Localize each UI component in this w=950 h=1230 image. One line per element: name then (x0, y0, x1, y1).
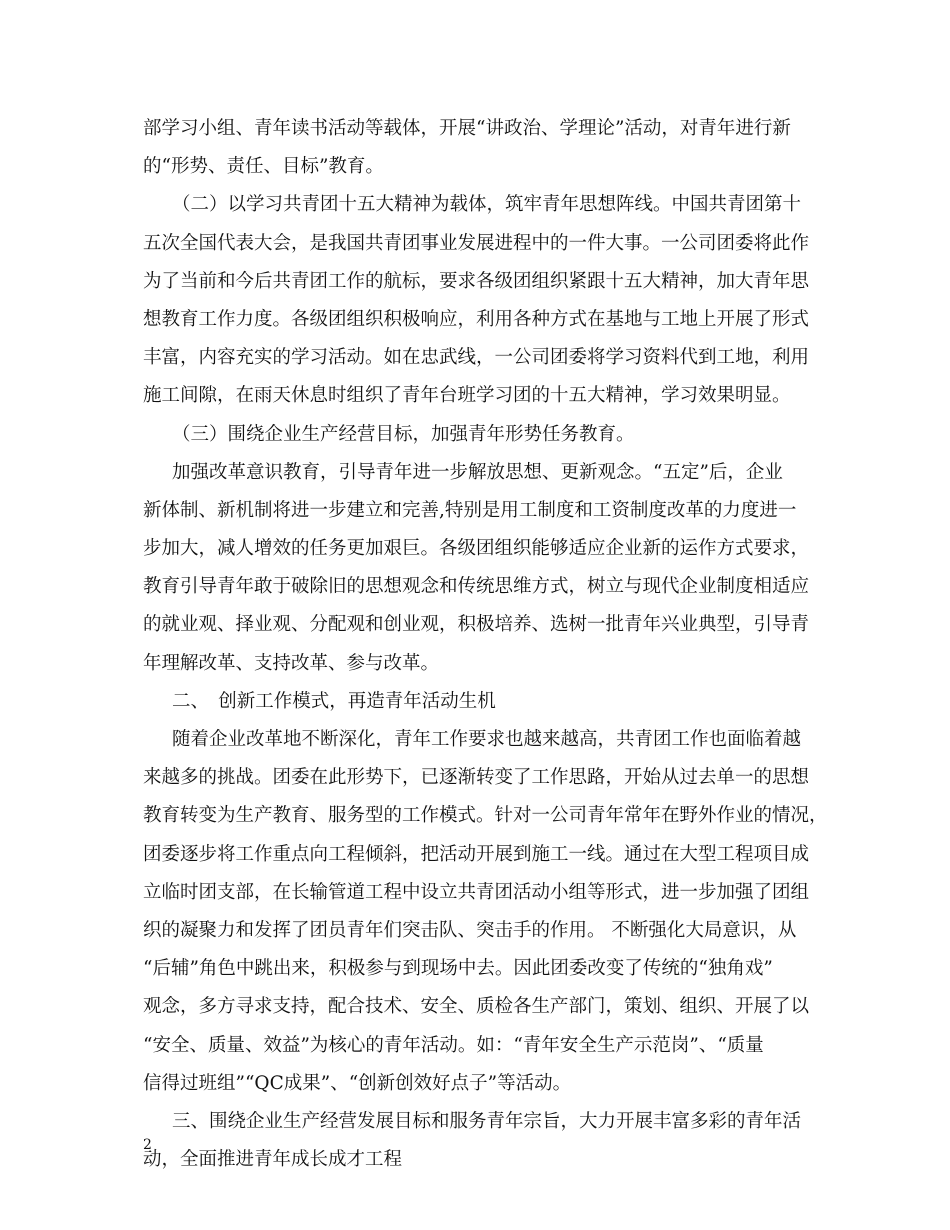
text-line: 随着企业改革地不断深化，青年工作要求也越来越高，共青团工作也面临着越 (172, 729, 802, 750)
text-line: 为了当前和今后共青团工作的航标，要求各级团组织紧跟十五大精神，加大青年思 (143, 270, 810, 292)
text-line: 新体制、新机制将进一步建立和完善,特别是用工制度和工资制度改革的力度进一 (143, 499, 797, 521)
text-line: 教育转变为生产教育、服务型的工作模式。针对一公司青年常年在野外作业的情况， (143, 805, 828, 827)
text-line: 步加大，减人增效的任务更加艰巨。各级团组织能够适应企业新的运作方式要求， (143, 538, 810, 560)
document-body (143, 110, 828, 1179)
text-line: 的就业观、择业观、分配观和创业观，积极培养、选树一批青年兴业典型，引导青 (143, 614, 810, 636)
text-line: “安全、质量、效益”为核心的青年活动。如：“青年安全生产示范岗”、“质量 (143, 1034, 764, 1056)
text-line: 三、围绕企业生产经营发展目标和服务青年宗旨，大力开展丰富多彩的青年活 (172, 1110, 802, 1132)
text-line: （二）以学习共青团十五大精神为载体，筑牢青年思想阵线。中国共青团第十 (172, 194, 802, 216)
text-line: 立临时团支部，在长输管道工程中设立共青团活动小组等形式，进一步加强了团组 (143, 881, 810, 903)
text-line: 加强改革意识教育，引导青年进一步解放思想、更新观念。“五定”后，企业 (172, 461, 783, 483)
text-line: 信得过班组”“QC成果”、“创新创效好点子”等活动。 (143, 1072, 572, 1094)
page-number: 2 (143, 1137, 152, 1153)
text-line: 部学习小组、青年读书活动等载体，开展“讲政治、学理论”活动，对青年进行新 (143, 118, 791, 139)
text-line: 五次全国代表大会，是我国共青团事业发展进程中的一件大事。一公司团委将此作 (143, 232, 810, 254)
text-line: 团委逐步将工作重点向工程倾斜，把活动开展到施工一线。通过在大型工程项目成 (143, 843, 810, 865)
text-line: 观念，多方寻求支持，配合技术、安全、质检各生产部门，策划、组织、开展了以 (143, 996, 810, 1018)
text-line: 施工间隙，在雨天休息时组织了青年台班学习团的十五大精神，学习效果明显。 (143, 385, 791, 407)
text-line: 教育引导青年敢于破除旧的思想观念和传统思维方式，树立与现代企业制度相适应 (143, 576, 810, 598)
text-line: 年理解改革、支持改革、参与改革。 (143, 652, 440, 674)
text-line: 丰富，内容充实的学习活动。如在忠武线，一公司团委将学习资料代到工地，利用 (143, 347, 810, 369)
text-line: （三）围绕企业生产经营目标，加强青年形势任务教育。 (172, 423, 635, 445)
text-line: 想教育工作力度。各级团组织积极响应，利用各种方式在基地与工地上开展了形式 (143, 308, 810, 330)
text-line: 动，全面推进青年成长成才工程 (143, 1149, 403, 1171)
text-line: 二、 创新工作模式，再造青年活动生机 (172, 690, 496, 712)
text-line: 织的凝聚力和发挥了团员青年们突击队、突击手的作用。 不断强化大局意识，从 (143, 919, 797, 941)
text-line: 来越多的挑战。团委在此形势下，已逐渐转变了工作思路，开始从过去单一的思想 (143, 767, 810, 789)
text-line: “后辅”角色中跳出来，积极参与到现场中去。因此团委改变了传统的“独角戏” (143, 958, 773, 980)
text-line: 的“形势、责任、目标”教育。 (143, 156, 384, 178)
